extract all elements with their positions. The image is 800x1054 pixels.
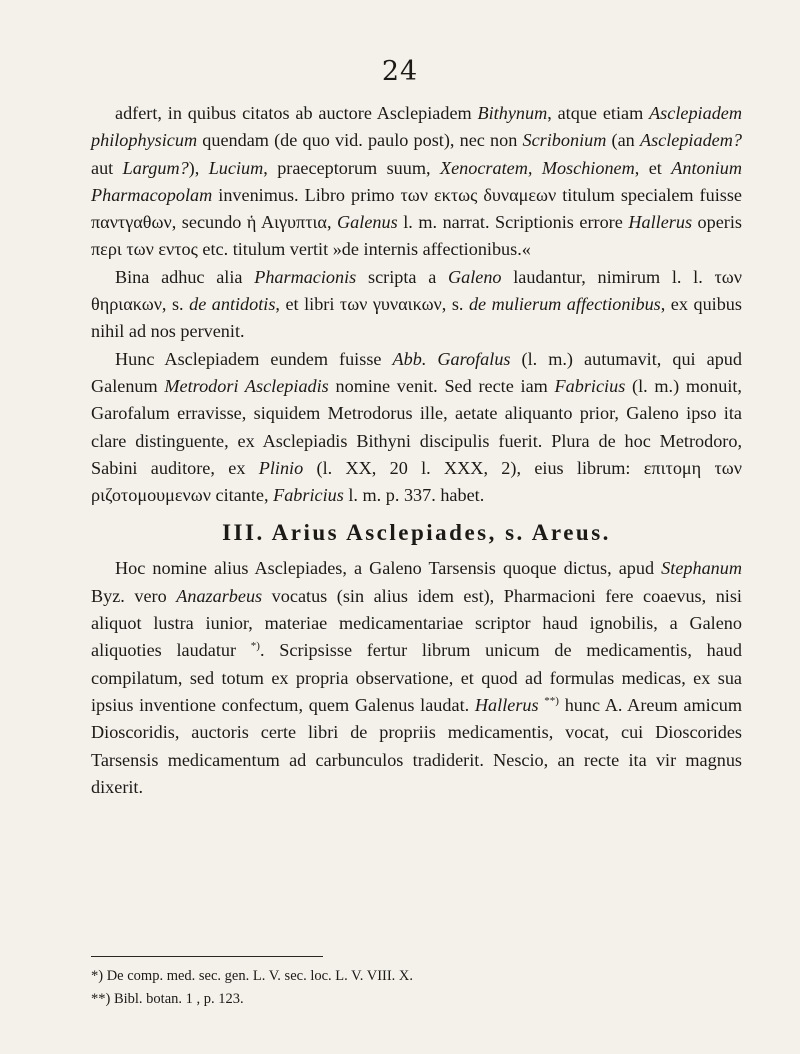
italic-span: Scribonium (522, 130, 607, 151)
italic-span: Galeno (447, 266, 502, 287)
paragraph-1 (91, 100, 742, 264)
italic-span: Metrodori Asclepiadis (164, 375, 329, 396)
paragraph-3 (91, 346, 742, 510)
text-span: (l. m.) monuit, Garofalum erravisse, siquidem Metrodorus ille, aetate aliquanto prior, Galeno ipso ita clare distinguente, ex Asclepiadis Bithyni discipulis fuerit. Plura de hoc Metrodoro, Sabini auditore, ex (91, 375, 742, 478)
italic-span: Fabricius (273, 485, 344, 506)
italic-span: Asclepiadem philophysicum (91, 103, 742, 151)
footnotes (91, 965, 742, 1011)
text-span: invenimus. Libro primo των εκτως δυναμεων titulum specialem fuisse παντγαθων, secundo ἡ Αιγυπτια, (91, 184, 742, 233)
footnote-marker: *) (250, 640, 260, 653)
italic-span: de mulierum affectionibus (468, 294, 661, 315)
text-span: . Scripsisse fertur librum unicum de medicamentis, haud compilatum, sed totum ex propria observatione, et quod ad formulas medicas, ex sua ipsius inventione confectum, quem Galenus laudat. (91, 640, 742, 715)
italic-span: Galenus (337, 212, 398, 233)
italic-span: Fabricius (554, 375, 626, 396)
text-span: l. m. narrat. Scriptionis errore (397, 212, 629, 233)
italic-span: Largum? (122, 157, 189, 178)
italic-span: Plinio (258, 457, 304, 478)
text-span: , atque etiam (547, 103, 650, 123)
text-span: vocatus (sin alius idem est), Pharmacioni fere coaevus, nisi aliquot lustra iunior, materiae medicamentariae scriptor haud ignobilis, a Galeno aliquoties laudatur (91, 585, 742, 661)
text-span: l. m. p. 337. habet. (343, 485, 485, 506)
italic-span: Xenocratem, Moschionem (439, 157, 635, 178)
text-span: operis περι των εντος etc. titulum vertit »de internis affectionibus.« (91, 212, 742, 260)
text-span: , et (634, 157, 672, 178)
text-span: Hoc nomine alius Asclepiades, a Galeno Tarsensis quoque dictus, apud (115, 558, 662, 579)
footnote-2: **) Bibl. botan. 1 , p. 123. (91, 991, 244, 1007)
italic-span: Stephanum (661, 558, 742, 579)
text-span: (an (606, 130, 640, 151)
italic-span: Asclepiadem? (639, 130, 742, 151)
italic-span: Antonium Pharmacopolam (91, 157, 742, 205)
text-span: ), (188, 157, 209, 178)
text-span: scripta a (356, 266, 448, 287)
main-text (91, 100, 742, 801)
text-span: (l. m.) autumavit, qui apud Galenum (91, 348, 742, 396)
text-span: nomine venit. Sed recte iam (328, 375, 555, 396)
text-span: Bina adhuc alia (115, 266, 255, 287)
text-span: laudantur, nimirum l. l. των θηριακων, s. (91, 266, 742, 315)
italic-span: Bithynum (477, 103, 548, 123)
text-span: , ex quibus nihil ad nos pervenit. (91, 294, 742, 342)
italic-span: Pharmacionis (254, 266, 357, 287)
text-span: aut (91, 157, 123, 178)
italic-span: Anazarbeus (176, 585, 263, 606)
footnote-1: *) De comp. med. sec. gen. L. V. sec. loc. L. V. VIII. X. (91, 968, 414, 984)
text-span: Hunc Asclepiadem eundem fuisse (115, 348, 393, 369)
paragraph-4 (91, 555, 742, 801)
text-span: hunc A. Areum amicum Dioscoridis, auctoris certe libri de propriis medicamentis, vocat, cui Dioscorides Tarsensis medicamentum ad carbunculos tradiderit. Nescio, an recte ita vir magnus dixerit. (91, 694, 743, 797)
italic-span: Lucium (208, 157, 264, 178)
text-span: adfert, in quibus citatos ab auctore Asclepiadem (115, 103, 478, 123)
footnote-divider (91, 956, 323, 957)
paragraph-2 (91, 264, 742, 346)
footnote-marker: **) (544, 694, 559, 707)
italic-span: de antidotis (189, 294, 276, 315)
page-number: 24 (381, 56, 419, 87)
italic-span: Abb. Garofalus (392, 348, 511, 369)
text-span: quendam (de quo vid. paulo post), nec non (197, 130, 523, 151)
section-heading: III. Arius Asclepiades, s. Areus. (222, 520, 611, 546)
italic-span: Hallerus (474, 694, 539, 715)
text-span: Byz. vero (91, 585, 177, 606)
italic-span: Hallerus (628, 212, 693, 233)
text-span: , praeceptorum suum, (263, 157, 440, 178)
text-span: , et libri των γυναικων, s. (275, 294, 469, 315)
text-span: (l. XX, 20 l. XXX, 2), eius librum: επιτομη των ριζοτομουμενων citante, (91, 457, 742, 506)
